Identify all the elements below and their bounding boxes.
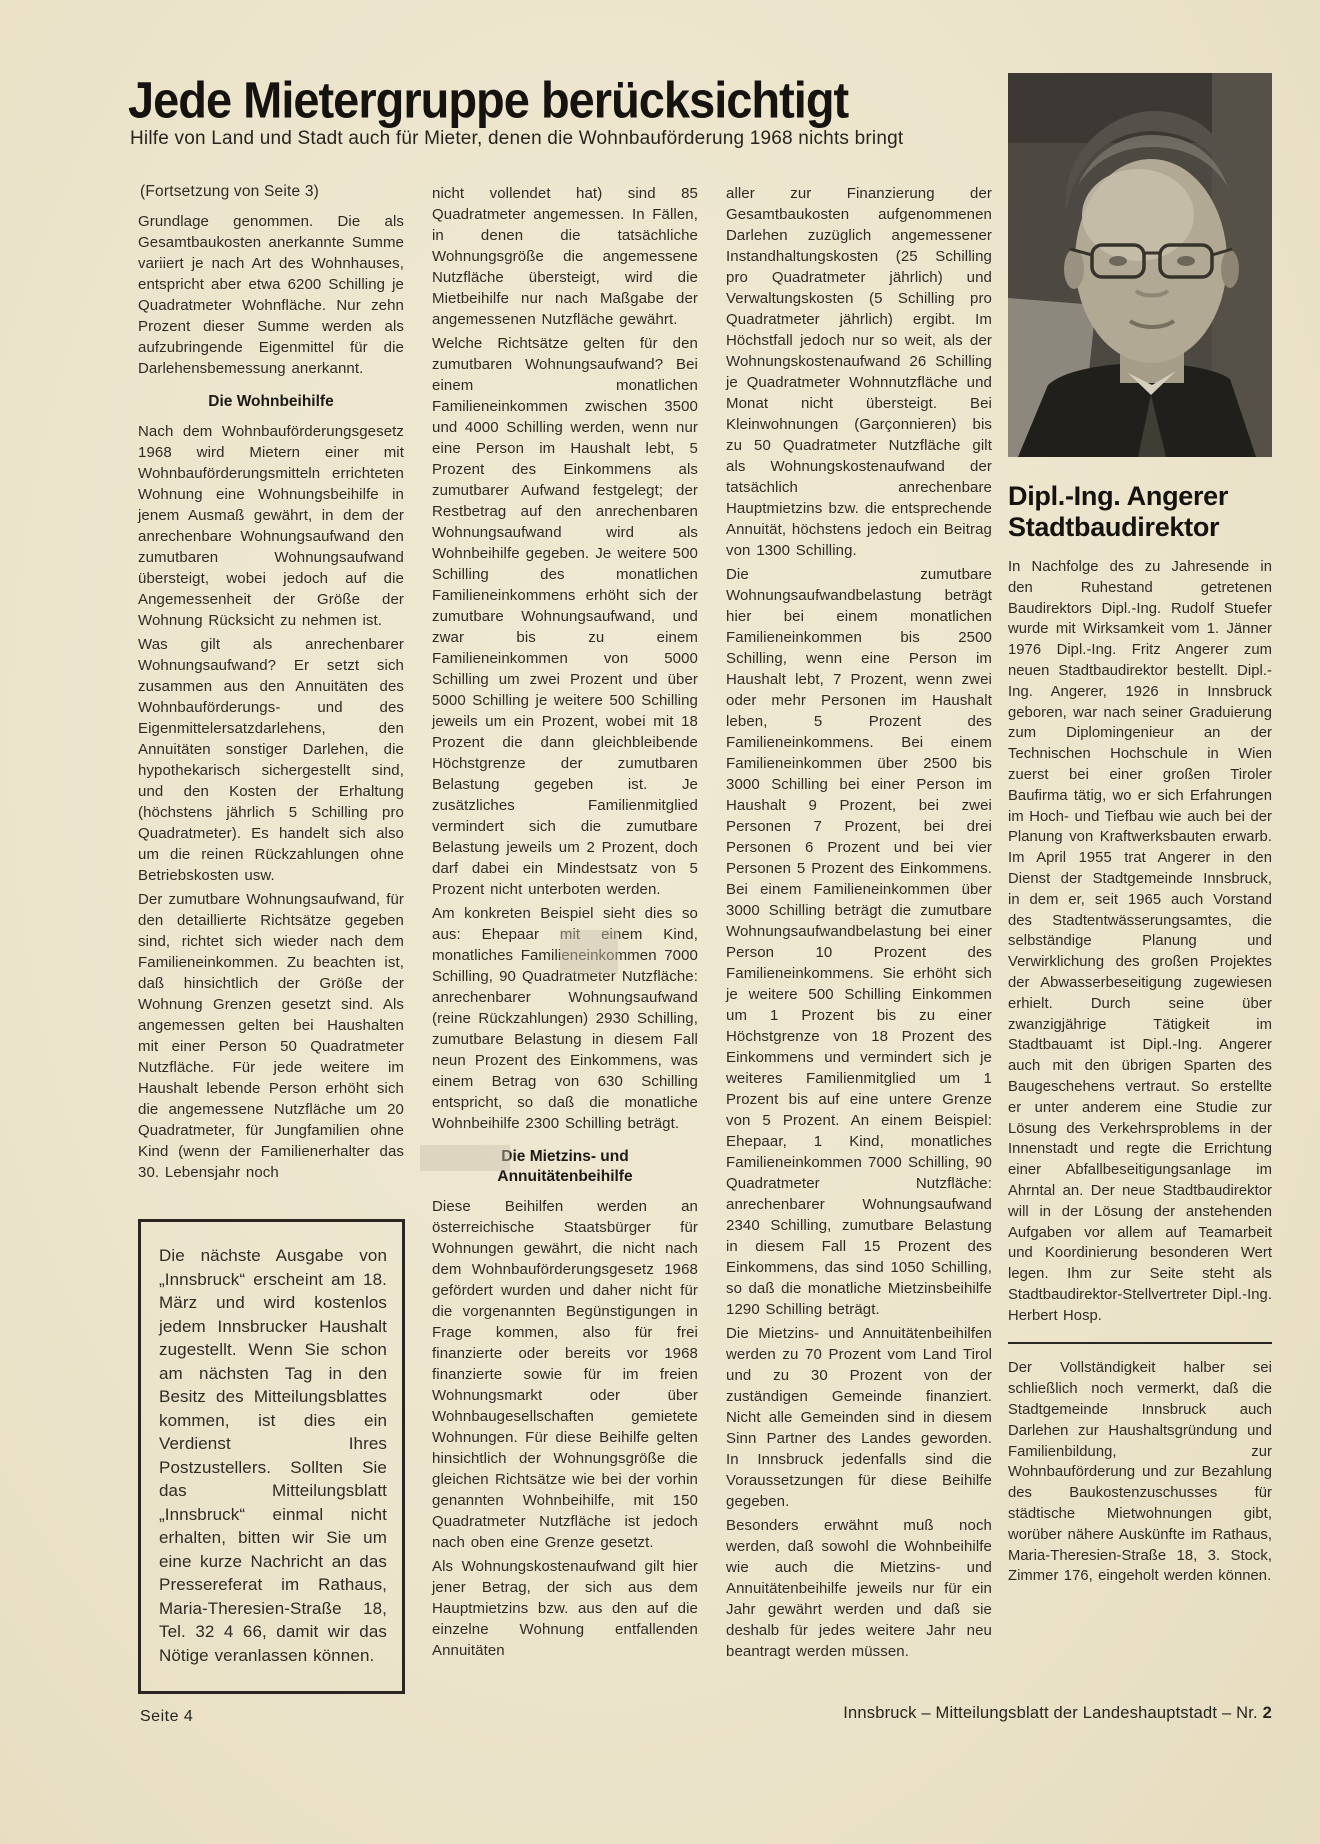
bio-heading (1008, 481, 1272, 543)
bio-column (1008, 73, 1272, 1587)
article-col3-paragraph-3: Die Mietzins- und Annuitätenbeihilfen werden zu 70 Prozent vom Land Tirol und zu 30 Prozent von der zuständigen Gemeinde finanziert. Nicht alle Gemeinden sind in diesem Sinn Partner des Landes geworden. In Innsbruck jedenfalls sind die Voraussetzungen für diese Beihilfe gegeben. (726, 1325, 992, 1510)
article-col3-paragraph-2: Die zumutbare Wohnungsaufwandbelastung beträgt hier bei einem monatlichen Familieneinkommen bis 2500 Schilling, wenn eine Person im Haushalt lebt, 7 Prozent, wenn zwei oder mehr Personen im Haushalt leben, 5 Prozent des Familieneinkommens. Bei einem Familieneinkommen über 2500 bis 3000 Schilling bei einer Person im Haushalt 9 Prozent, bei zwei Personen 7 Prozent, bei drei Personen 6 Prozent und bei vier Personen 5 Prozent des Einkommens. Bei einem Familieneinkommen über 3000 Schilling beträgt die zumutbare Wohnungsaufwandbelastung bei einer Person 10 Prozent des Familieneinkommens. Sie erhöht sich je weitere 500 Schilling Einkommen um 1 Prozent bis zu einer Höchstgrenze von 18 Prozent des Einkommens und vermindert sich je weiteres Familienmitglied um 1 Prozent bis auf eine untere Grenze von 5 Prozent. An einem Beispiel: Ehepaar, 1 Kind, monatliches Familieneinkommen 7000 Schilling, 90 Quadratmeter Nutzfläche: anrechenbarer Wohnungsaufwand 2340 Schilling, zumutbare Belastung in diesem Fall 15 Prozent des Einkommens, das sind 1050 Schilling, so daß die monatliche Mietzinsbeihilfe 1290 Schilling beträgt. (726, 566, 992, 1318)
bio-heading-line2: Stadtbaudirektor (1008, 512, 1220, 542)
next-issue-notice-box (138, 1219, 405, 1694)
article-col1-paragraph-2: Nach dem Wohnbauförderungsgesetz 1968 wird Mietern einer mit Wohnbauförderungsmitteln errichteten Wohnung eine Wohnungsbeihilfe in jenem Ausmaß gewährt, in dem der anrechenbare Wohnungsaufwand den zumutbaren Wohnungsaufwand übersteigt, wobei jedoch auf die Angemessenheit der Größe der Wohnung Rücksicht zu nehmen ist. (138, 423, 404, 629)
article-col3-paragraph-4: Besonders erwähnt muß noch werden, daß sowohl die Wohnbeihilfe wie auch die Mietzins- und Annuitätenbeihilfe jeweils nur für ein Jahr gewährt werden und daß sie deshalb für jedes weitere Jahr neu beantragt werden müssen. (726, 1517, 992, 1660)
page-title: Jede Mietergruppe berücksichtigt (128, 71, 849, 129)
article-column-1 (138, 183, 404, 1694)
scan-artifact (560, 930, 618, 974)
issue-number: 2 (1262, 1704, 1272, 1722)
next-issue-notice-text: Die nächste Ausgabe von „Innsbruck“ erscheint am 18. März und wird kostenlos jedem Innsbrucker Haushalt zugestellt. Wenn Sie schon am nächsten Tag in den Besitz des Mitteilungsblattes kommen, ist dies ein Verdienst Ihres Postzustellers. Sollten Sie das Mitteilungsblatt „Innsbruck“ einmal nicht erhalten, bitten wir Sie um eine kurze Nachricht an das Pressereferat im Rathaus, Maria-Theresien-Straße 18, Tel. 32 4 66, damit wir das Nötige veranlassen können. (159, 1246, 387, 1665)
article-col2-paragraph-4: Diese Beihilfen werden an österreichische Staatsbürger für Wohnungen gewährt, die nicht nach dem Wohnbauförderungsgesetz 1968 gefördert wurden und daher nicht für die vorgenannten Begünstigungen in Frage kommen, also für frei finanzierte oder bereits vor 1968 finanzierte sowie für im freien Wohnungsmarkt oder über Wohnbaugesellschaften gemietete Wohnungen. Für diese Beihilfe gelten hinsichtlich der Wohnungsgröße die gleichen Richtsätze wie bei der vorhin genannten Wohnbeihilfe, mit 150 Quadratmeter Nutzfläche ist jedoch nach oben eine Grenze gesetzt. (432, 1198, 698, 1551)
bio-divider (1008, 1342, 1272, 1344)
article-col2-paragraph-2: Welche Richtsätze gelten für den zumutbaren Wohnungsaufwand? Bei einem monatlichen Familieneinkommen zwischen 3500 und 4000 Schilling werden, wenn nur eine Person im Haushalt lebt, 5 Prozent des Einkommens als zumutbarer Aufwand festgelegt; der Restbetrag auf den anrechenbaren Wohnungsaufwand wird als Wohnbeihilfe gegeben. Je weitere 500 Schilling des monatlichen Familieneinkommens erhöht sich der zumutbare Wohnungsaufwand, und zwar bis zu einem Familieneinkommen von 5000 Schilling um zwei Prozent und über 5000 Schilling je weitere 500 Schilling jeweils um ein Prozent, wobei mit 18 Prozent die dann gleichbleibende Höchstgrenze der zumutbaren Belastung gegeben ist. Je zusätzliches Familienmitglied vermindert sich die zumutbare Belastung jeweils um 2 Prozent, doch darf dabei ein Mindestsatz von 5 Prozent nicht unterboten werden. (432, 335, 698, 898)
article-col2-paragraph-5: Als Wohnungskostenaufwand gilt hier jener Betrag, der sich aus dem Hauptmietzins bzw. aus den auf die einzelne Wohnung entfallenden Annuitäten (432, 1558, 698, 1659)
portrait-photo (1008, 73, 1272, 457)
article-col1-paragraph-1: Grundlage genommen. Die als Gesamtbaukosten anerkannte Summe variiert je nach Art des Wohnhauses, entspricht aber etwa 6200 Schilling je Quadratmeter Wohnfläche. Nur zehn Prozent dieser Summe werden als aufzubringende Eigenmittel für die Darlehensbemessung anerkannt. (138, 213, 404, 377)
section-heading-mietzinsbeihilfe: Die Mietzins- und Annuitätenbeihilfe (497, 1148, 633, 1185)
publication-footer-text: Innsbruck – Mitteilungsblatt der Landeshauptstadt – Nr. (843, 1704, 1258, 1722)
bio-paragraph-2: Der Vollständigkeit halber sei schließlich noch vermerkt, daß die Stadtgemeinde Innsbruck auch Darlehen zur Haushaltsgründung und Familienbildung, zur Wohnbauförderung und zur Bezahlung des Baukostenzuschusses für städtische Mietwohnungen gibt, worüber nähere Auskünfte im Rathaus, Maria-Theresien-Straße 18, 3. Stock, Zimmer 176, eingeholt werden können. (1008, 1360, 1272, 1585)
scan-artifact (420, 1145, 510, 1171)
article-col2-paragraph-3: Am konkreten Beispiel sieht dies so aus: Ehepaar mit einem Kind, monatliches Familieneinkommen 7000 Schilling, 90 Quadratmeter Nutzfläche: anrechenbarer Wohnungsaufwand (reine Rückzahlungen) 2930 Schilling, zumutbare Belastung in diesem Fall neun Prozent des Einkommens, was einem Betrag von 630 Schilling entspricht, so daß die monatliche Wohnbeihilfe 2300 Schilling beträgt. (432, 905, 698, 1132)
article-column-3 (726, 183, 992, 1694)
section-heading-wohnbeihilfe: Die Wohnbeihilfe (208, 393, 334, 410)
bio-heading-line1: Dipl.-Ing. Angerer (1008, 481, 1229, 511)
page-number: Seite 4 (140, 1708, 194, 1725)
continuation-note: (Fortsetzung von Seite 3) (140, 183, 320, 200)
article-col2-paragraph-1: nicht vollendet hat) sind 85 Quadratmeter angemessen. In Fällen, in denen die tatsächliche Wohnungsgröße die angemessene Nutzfläche übersteigt, wird die Mietbeihilfe nur nach Maßgabe der angemessenen Nutzfläche gewährt. (432, 185, 698, 328)
bio-paragraph-1: In Nachfolge des zu Jahresende in den Ruhestand getretenen Baudirektors Dipl.-Ing. Rudolf Stuefer wurde mit Wirksamkeit vom 1. Jänner 1976 Dipl.-Ing. Fritz Angerer zum neuen Stadtbaudirektor bestellt. Dipl.-Ing. Angerer, 1926 in Innsbruck geboren, war nach seiner Graduierung zum Diplomingenieur an der Technischen Hochschule in Wien zuerst bei einer großen Tiroler Baufirma tätig, wo er sich Erfahrungen im Hoch- und Tiefbau wie auch bei der Planung von Kraftwerksbauten erwarb. Im April 1955 trat Angerer in den Dienst der Stadtgemeinde Innsbruck, in dem er, seit 1965 auch Vorstand des Stadtentwässerungsamtes, die selbständige Planung und Verwirklichung des großen Projektes der Abwasserbeseitigung zugewiesen erhielt. Durch seine über zwanzigjährige Tätigkeit im Stadtbauamt ist Dipl.-Ing. Angerer auch mit den übrigen Sparten des Baugeschehens vertraut. So erstellte er unter anderem eine Studie zur Lösung des Verkehrsproblems in der Innenstadt und regte die Errichtung einer Abfallbeseitigungsanlage im Ahrntal an. Der neue Stadtbaudirektor will in der Lösung der anstehenden Aufgaben vor allem auf Teamarbeit und Koordinierung besonderen Wert legen. Ihm zur Seite steht als Stadtbaudirektor-Stellvertreter Dipl.-Ing. Herbert Hosp. (1008, 559, 1273, 1324)
article-col1-paragraph-4: Der zumutbare Wohnungsaufwand, für den detaillierte Richtsätze gegeben sind, richtet sich wieder nach dem Familieneinkommen. Zu beachten ist, daß hinsichtlich der Größe der Wohnung Grenzen gesetzt sind. Als angemessen gelten bei Haushalten mit einer Person 50 Quadratmeter Nutzfläche. Für jede weitere im Haushalt lebende Person erhöht sich die angemessene Nutzfläche um 20 Quadratmeter, für Jungfamilien ohne Kind (wenn der Familienerhalter das 30. Lebensjahr noch (138, 891, 404, 1181)
article-col1-paragraph-3: Was gilt als anrechenbarer Wohnungsaufwand? Er setzt sich zusammen aus den Annuitäten des Wohnbauförderungs- und des Eigenmittelersatzdarlehens, den Annuitäten sonstiger Darlehen, die hypothekarisch sichergestellt sind, und den Kosten der Erhaltung (höchstens jährlich 5 Schilling pro Quadratmeter). Es handelt sich also um die reinen Rückzahlungen ohne Betriebskosten usw. (138, 636, 404, 884)
publication-footer (843, 1704, 1272, 1723)
article-col3-paragraph-1: aller zur Finanzierung der Gesamtbaukosten aufgenommenen Darlehen zuzüglich angemessener Instandhaltungskosten (25 Schilling pro Quadratmeter jährlich) und Verwaltungskosten (5 Schilling pro Quadratmeter jährlich) ergibt. Im Höchstfall jedoch nur so weit, als der Wohnungskostenaufwand 26 Schilling je Quadratmeter Wohnnutzfläche und Monat nicht übersteigt. Bei Kleinwohnungen (Garçonnieren) bis zu 50 Quadratmeter Nutzfläche gilt als Wohnungskostenaufwand der tatsächlich anrechenbare Hauptmietzins bzw. die entsprechende Annuität, höchstens jedoch ein Beitrag von 1300 Schilling. (726, 185, 992, 559)
article-subtitle: Hilfe von Land und Stadt auch für Mieter, denen die Wohnbauförderung 1968 nichts bringt (130, 128, 904, 149)
